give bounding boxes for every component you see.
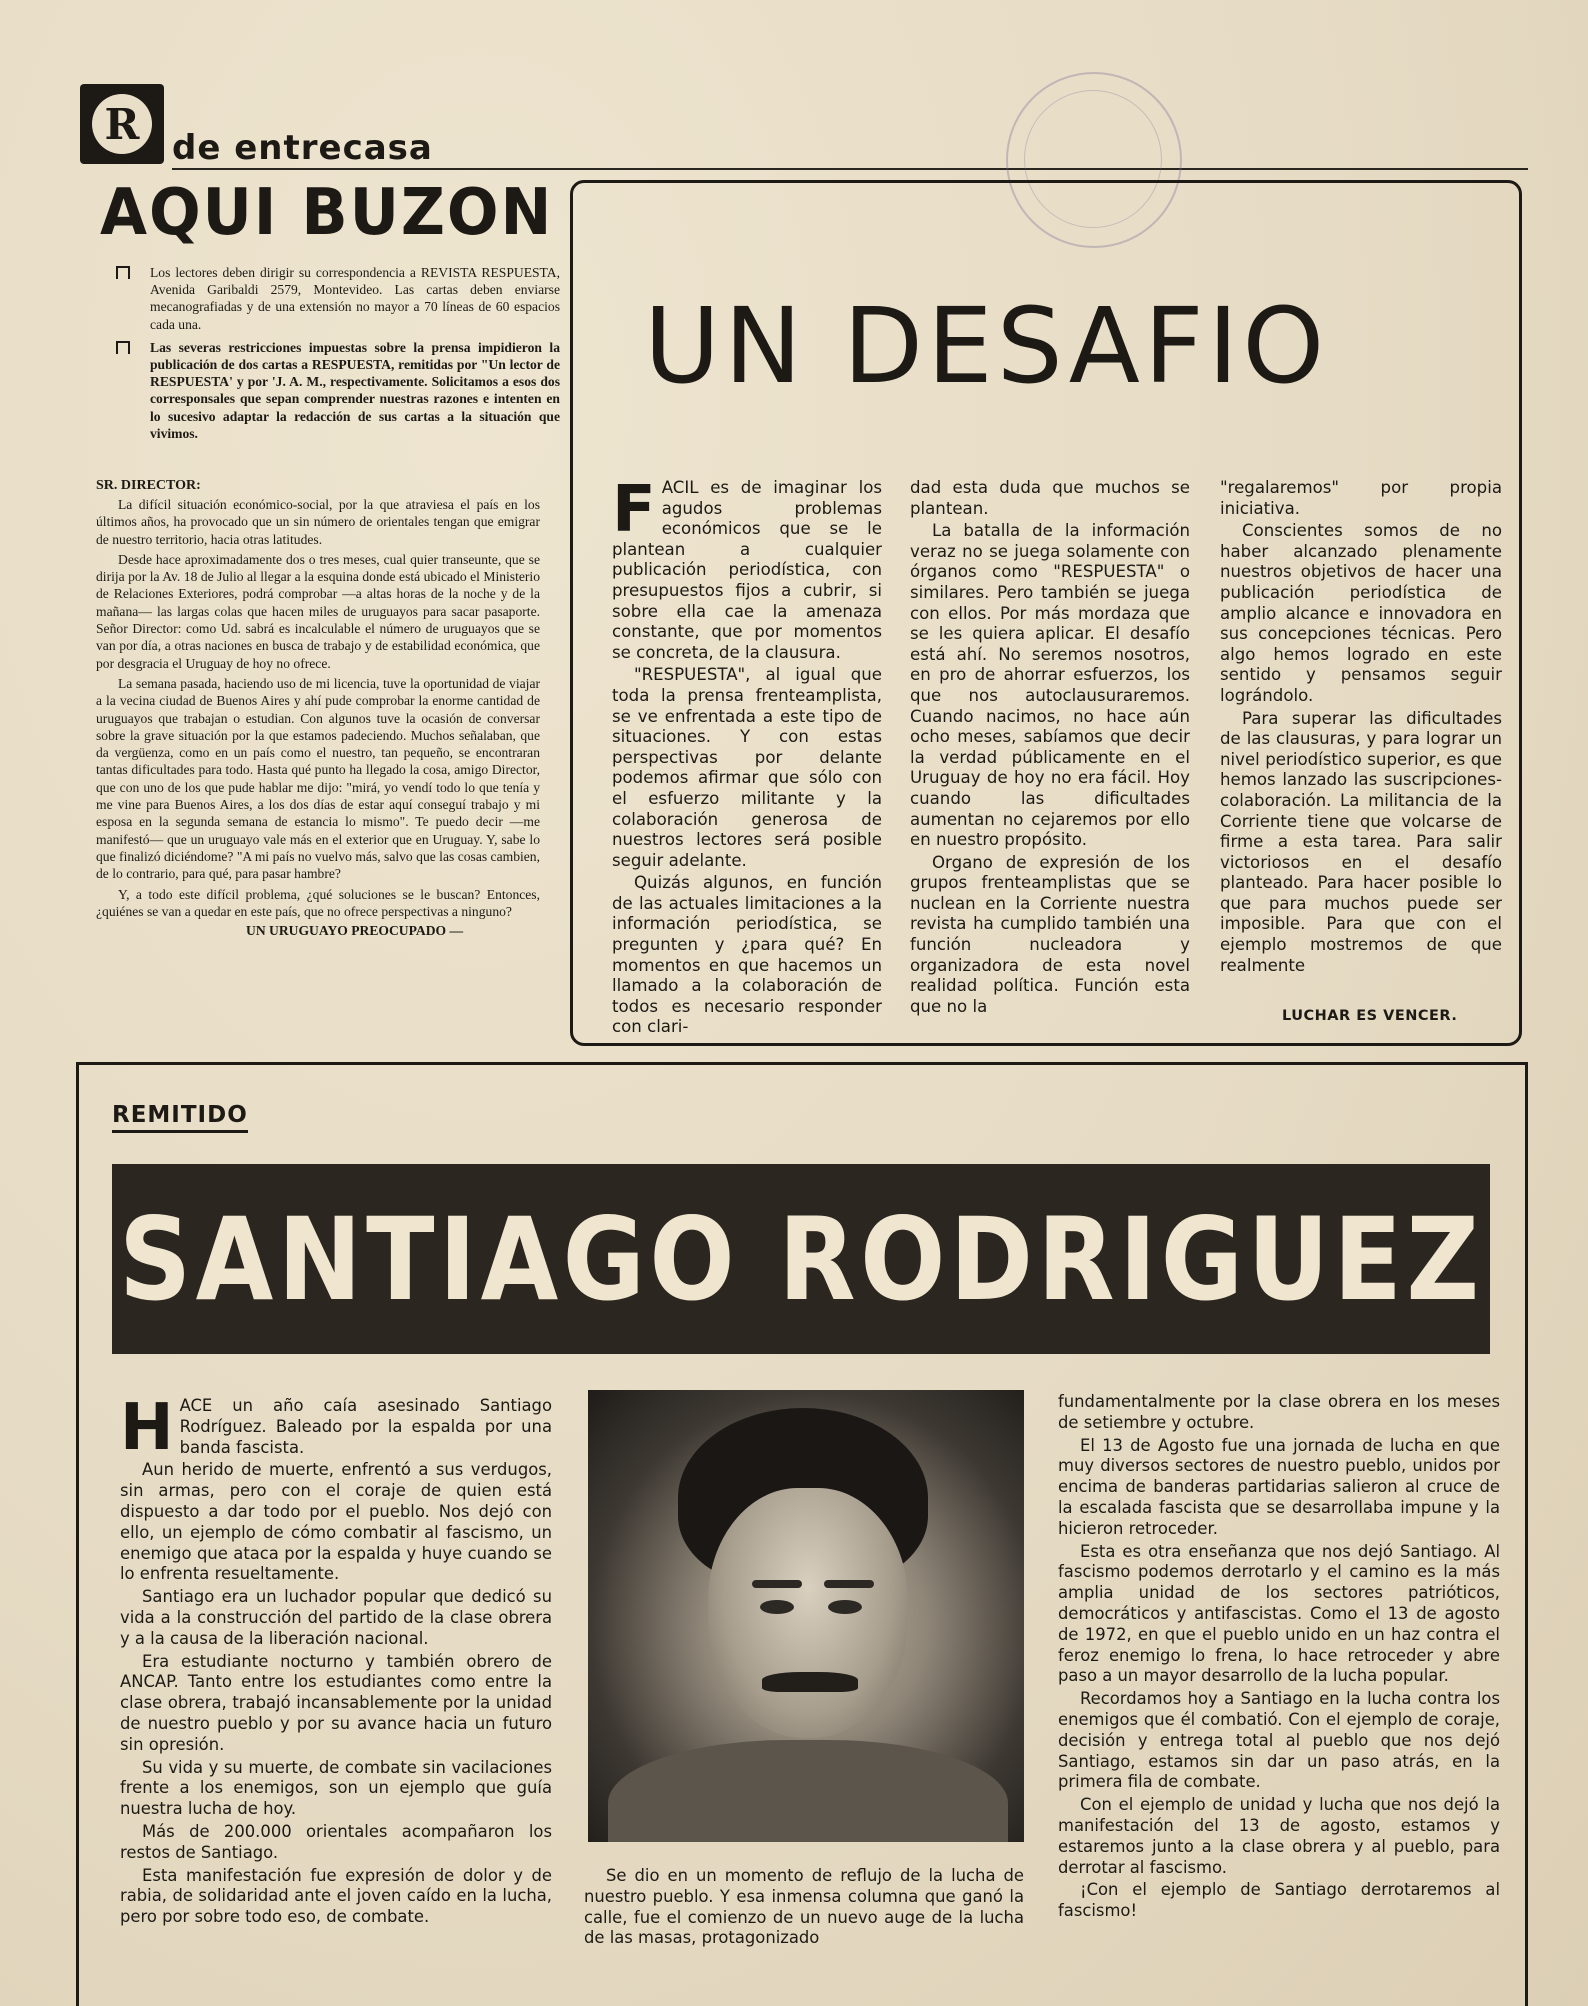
letter-paragraph: La semana pasada, haciendo uso de mi licencia, tuve la oportunidad de viajar a la vecina ciudad de Buenos Aires y ahí pude comprobar la enorme cantidad de uruguayos que trabajan o estudian. Con algunos tuve la ocasión de conversar sobre la grave situación por la que estamos padeciendo. Muchos señalaban, que da vergüenza, como en un país como el nuestro, tan pequeño, se encontraran tantas dificultades para todo. Hasta qué punto ha llegado la cosa, amigo Director, que con uno de los que pude hablar me dijo: "mirá, yo vendí todo lo que tenía y me vine para Buenos Aires, a los dos días de estar aquí conseguí trabajo y mi esposa en la segunda semana de estancia lo mismo". Te puedo decir —me manifestó— que un uruguayo vale más en el exterior que en Uruguay. Y, sabe lo que finalizó diciéndome? "A mi país no vuelvo más, salvo que las cosas cambien, de lo contrario, para qué, para pasar hambre?: [96, 675, 540, 882]
letter-salutation: SR. DIRECTOR:: [96, 478, 201, 493]
editorial-paragraph: "RESPUESTA", al igual que toda la prensa frenteamplista, se ve enfrentada a este tipo de situaciones. Y con estas perspectivas por delante podemos afirmar que sólo con el esfuerzo militante y la colaboración generosa de nuestros lectores será posible seguir adelante.: [612, 665, 882, 870]
photo-eye: [760, 1600, 794, 1614]
note-text: Los lectores deben dirigir su correspondencia a REVISTA RESPUESTA, Avenida Garibaldi 2579, Montevideo. Las cartas deben enviarse mecanografiadas y de una extensión no mayor a 70 líneas de 60 espacios cada una.: [150, 265, 560, 332]
note-item: [150, 264, 560, 333]
note-text: Las severas restricciones impuestas sobre la prensa impidieron la publicación de dos cartas a RESPUESTA, remitidas por "Un lector de RESPUESTA' y por 'J. A. M., respectivamente. Solicitamos a esos dos corresponsales que sepan comprender nuestras razones e intenten en lo sucesivo adaptar la redacción de sus cartas a la situación que vivimos.: [150, 339, 560, 441]
section-label: de entrecasa: [172, 128, 433, 168]
editorial-paragraph: Para superar las dificultades de las clausuras, y para lograr un nivel periodístico superior, es que hemos lanzado las suscripciones-colaboración. La militancia de la Corriente tiene que volcarse de firme a esta tarea. Para salir victoriosos en el desafío planteado. Para hacer posible lo que para muchos puede ser imposible. Para que con el ejemplo mostremos de que realmente: [1220, 708, 1502, 975]
editorial-signoff: LUCHAR ES VENCER.: [1282, 1008, 1458, 1024]
remitido-paragraph: El 13 de Agosto fue una jornada de lucha en que muy diversos sectores de nuestro pueblo, unidos por encima de banderas partidarias salieron al cruce de la escalada fascista que se desarrollaba impune y la hicieron retroceder.: [1058, 1435, 1500, 1538]
headline-title: SANTIAGO RODRIGUEZ: [118, 1192, 1484, 1326]
letter-paragraph: Y, a todo este difícil problema, ¿qué soluciones se le buscan? Entonces, ¿quiénes se van a quedar en este país, que no ofrece perspectivas a ninguno?: [96, 886, 540, 919]
editorial-paragraph: Quizás algunos, en función de las actuales limitaciones a la información periodística, se pregunten y ¿para qué? En momentos en que hacemos un llamado a la colaboración de todos es necesario responder con clari-: [612, 873, 882, 1037]
remitido-paragraph: Santiago era un luchador popular que dedicó su vida a la construcción del partido de la clase obrera y a la causa de la liberación nacional.: [120, 1587, 552, 1648]
remitido-paragraph: [120, 1391, 552, 1465]
remitido-paragraph: Recordamos hoy a Santiago en la lucha contra los enemigos que él combatió. Con el ejemplo de coraje, decisión y entrega total al pueblo que nos dejó Santiago, estamos sin dar un paso atrás, en la primera fila de combate.: [1058, 1689, 1500, 1792]
editorial-column-1: [612, 473, 882, 1040]
remitido-column-2: [584, 1866, 1024, 1951]
remitido-paragraph: Esta manifestación fue expresión de dolor y de rabia, de solidaridad ante el joven caído en la lucha, pero por sobre todo eso, de combate.: [120, 1865, 552, 1927]
photo-brow: [824, 1580, 874, 1588]
editorial-paragraph: Organo de expresión de los grupos frenteamplistas que se nuclean en la Corriente nuestra revista ha cumplido también una función nucleadora y organizadora de esta novel realidad política. Función esta que no la: [910, 852, 1190, 1016]
editorial-paragraph-text: ACIL es de imaginar los agudos problemas económicos que se le plantean a cualquier publicación periodística, con presupuestos fijos a cubrir, si sobre ella cae la amenaza constante, que por momentos se concreta, de la clausura.: [612, 478, 882, 662]
remitido-column-3: [1058, 1392, 1500, 1924]
editorial-dropcap: F: [612, 473, 656, 547]
headline-banner: [112, 1164, 1490, 1354]
photo-eye: [828, 1600, 862, 1614]
remitido-paragraph: Esta es otra enseñanza que nos dejó Santiago. Al fascismo podemos derrotarlo y el camino es la más amplia unidad de los sectores patrióticos, democráticos y antifascistas. Como el 13 de agosto de 1972, en que el pueblo unido en un haz contra el feroz enemigo lo frena, lo hace retroceder y abre paso a un mayor desarrollo de la lucha popular.: [1058, 1541, 1500, 1686]
editorial-paragraph: dad esta duda que muchos se plantean.: [910, 478, 1190, 518]
box-bullet-icon: [116, 341, 130, 354]
editorial-paragraph: [612, 473, 882, 663]
logo-r-icon: [80, 84, 164, 164]
photo-coat: [608, 1740, 1008, 1842]
editorial-paragraph: "regalaremos" por propia iniciativa.: [1220, 478, 1502, 518]
remitido-paragraph: ¡Con el ejemplo de Santiago derrotaremos al fascismo!: [1058, 1880, 1500, 1921]
reader-letter: [96, 478, 540, 939]
remitido-column-1: [120, 1391, 552, 1930]
remitido-paragraph: Aun herido de muerte, enfrentó a sus verdugos, sin armas, pero con el coraje de quien está dispuesto a dar todo por el pueblo. Nos dejó con ello, un ejemplo de cómo combatir al fascismo, un enemigo que ataca por la espalda y huye cuando se lo enfrenta resueltamente.: [120, 1460, 552, 1584]
editorial-paragraph: Conscientes somos de no haber alcanzado plenamente nuestros objetivos de hacer una publicación periodística de amplio alcance e innovadora en sus concepciones técnicas. Pero algo hemos logrado en este sentido y pensamos seguir lográndolo.: [1220, 521, 1502, 705]
section-title: AQUI BUZON: [100, 176, 554, 250]
editorial-title: UN DESAFIO: [644, 285, 1329, 407]
remitido-paragraph: Con el ejemplo de unidad y lucha que nos dejó la manifestación del 13 de agosto, estamos y estaremos junto a la clase obrera y al pueblo, para derrotar al fascismo.: [1058, 1795, 1500, 1877]
remitido-paragraph: fundamentalmente por la clase obrera en los meses de setiembre y octubre.: [1058, 1392, 1500, 1432]
box-bullet-icon: [116, 266, 130, 279]
portrait-photo: [588, 1390, 1024, 1842]
header-rule: [172, 168, 1528, 170]
editorial-column-2: [910, 478, 1190, 1019]
editorial-column-3: [1220, 478, 1502, 978]
logo-letter: R: [92, 94, 152, 154]
photo-brow: [752, 1580, 802, 1588]
remitido-paragraph: Su vida y su muerte, de combate sin vacilaciones frente a los enemigos, son un ejemplo que guía nuestra lucha de hoy.: [120, 1757, 552, 1819]
photo-face: [708, 1488, 908, 1738]
remitido-paragraph-text: ACE un año caía asesinado Santiago Rodríguez. Baleado por la espalda por una banda fascista.: [179, 1396, 552, 1457]
remitido-kicker: REMITIDO: [112, 1102, 248, 1133]
remitido-paragraph: Se dio en un momento de reflujo de la lucha de nuestro pueblo. Y esa inmensa columna que ganó la calle, fue el comienzo de un nuevo auge de la lucha de las masas, protagonizado: [584, 1866, 1024, 1948]
remitido-dropcap: H: [120, 1391, 174, 1465]
letter-paragraph: Desde hace aproximadamente dos o tres meses, cual quier transeunte, que se dirija por la Av. 18 de Julio al llegar a la esquina donde está ubicado el Ministerio de Relaciones Exteriores, podrá comprobar —a altas horas de la noche y de la mañana— las largas colas que hacen miles de uruguayos para sacar pasaporte. Señor Director: como Ud. sabrá es incalculable el número de uruguayos que se van por día, a otras naciones en busca de trabajo y de estabilidad económica, que por desgracia el Uruguay de hoy no ofrece.: [96, 551, 540, 671]
letter-paragraph: La difícil situación económico-social, por la que atraviesa el país en los últimos años, ha provocado que un sin número de orientales tengan que emigrar de nuestro territorio, hacia otras latitudes.: [96, 497, 540, 547]
remitido-paragraph: Era estudiante nocturno y también obrero de ANCAP. Tanto entre los estudiantes como entre la clase obrera, trabajó incansablemente por la unidad de nuestro pueblo y por su avance hacia un futuro sin opresión.: [120, 1651, 552, 1754]
editorial-paragraph: La batalla de la información veraz no se juega solamente con órganos como "RESPUESTA" o similares. Pero también se juega con ellos. Por más mordaza que se les quiera aplicar. El desafío está ahí. No seremos nosotros, en pro de ahorrar esfuerzos, los que nos autoclausuraremos. Cuando nacimos, no hace aún ocho meses, sabíamos que decir la verdad públicamente en el Uruguay de hoy no era fácil. Hoy cuando las dificultades aumentan no cejaremos por ello en nuestro propósito.: [910, 521, 1190, 850]
note-item: [150, 339, 560, 442]
photo-moustache: [762, 1672, 858, 1692]
mailbox-notes: [150, 264, 560, 448]
letter-signature: UN URUGUAYO PREOCUPADO —: [246, 923, 464, 939]
remitido-paragraph: Más de 200.000 orientales acompañaron los restos de Santiago.: [120, 1821, 552, 1862]
